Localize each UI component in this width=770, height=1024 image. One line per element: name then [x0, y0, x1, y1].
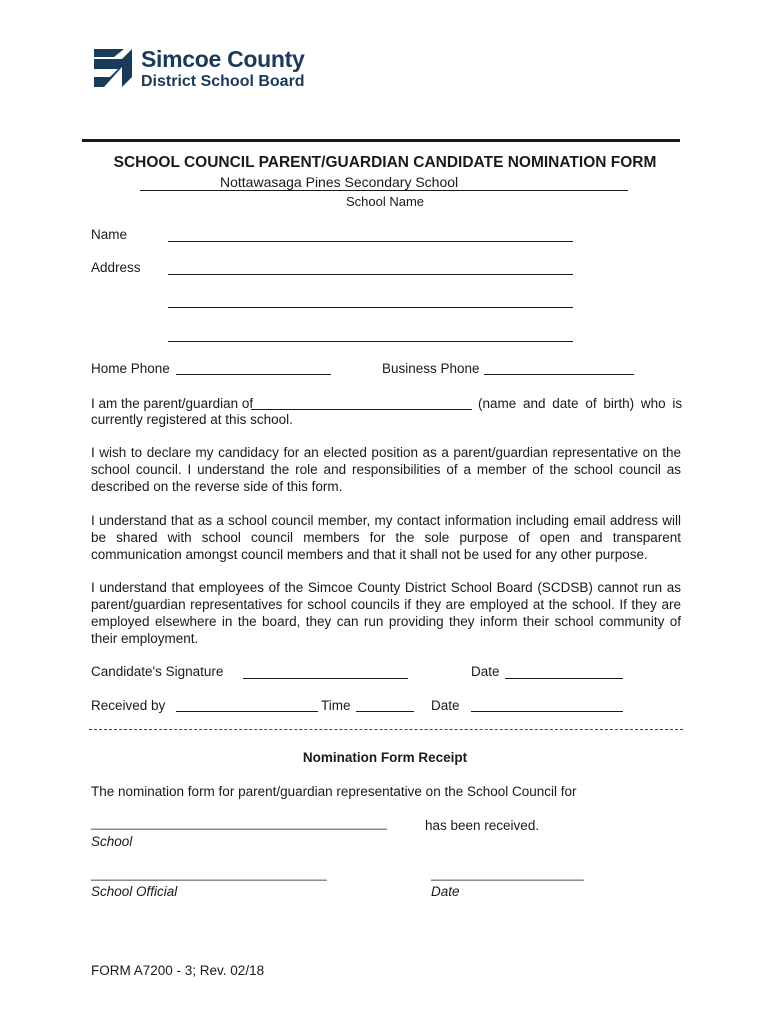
time-label: Time — [321, 698, 351, 713]
signature-field[interactable] — [243, 678, 408, 679]
date-field[interactable] — [505, 678, 623, 679]
receipt-date-blank[interactable]: _________________________ — [431, 869, 584, 881]
name-label: Name — [91, 227, 128, 242]
receipt-official-blank[interactable]: ______________________________________ — [91, 869, 327, 881]
contact-paragraph: I understand that as a school council member, my contact information including email address will be shared with school council members for the sole purpose of open and transparent communication amongst council members and that it shall not be used for any other purpose. — [91, 513, 681, 562]
school-name-line[interactable] — [140, 190, 628, 191]
header-rule — [82, 139, 680, 142]
receipt-date-caption: Date — [431, 884, 460, 899]
child-name-dob-field[interactable] — [251, 409, 472, 410]
employees-paragraph: I understand that employees of the Simcoe County District School Board (SCDSB) cannot run as parent/guardian representatives for school councils if they are employed at the school. If they are employed elsewhere in the board, they can run providing they inform their school community of their employment. — [91, 580, 681, 646]
candidacy-paragraph: I wish to declare my candidacy for an elected position as a parent/guardian representative on the school council. I understand the role and responsibilities of a member of the school council as described on the reverse side of this form. — [91, 445, 681, 494]
receipt-has-been-received: has been received. — [425, 818, 540, 833]
logo-name-line1: Simcoe County — [141, 46, 305, 72]
date-label: Date — [471, 664, 500, 679]
received-by-label: Received by — [91, 698, 166, 713]
address-field-line1[interactable] — [168, 274, 573, 275]
logo-name-line2: District School Board — [141, 73, 305, 90]
business-phone-label: Business Phone — [382, 361, 480, 376]
name-field[interactable] — [168, 241, 573, 242]
signature-label: Candidate's Signature — [91, 664, 224, 679]
form-number: FORM A7200 - 3; Rev. 02/18 — [91, 963, 265, 978]
guardian-prefix: I am the parent/guardian of — [91, 396, 254, 411]
cut-line-divider — [89, 729, 683, 730]
form-title: SCHOOL COUNCIL PARENT/GUARDIAN CANDIDATE NOMINATION FORM — [113, 154, 657, 171]
address-field-line2[interactable] — [168, 307, 573, 308]
receipt-title: Nomination Form Receipt — [302, 750, 468, 765]
receipt-school-caption: School — [91, 834, 133, 849]
received-date-field[interactable] — [471, 711, 623, 712]
receipt-official-caption: School Official — [91, 884, 178, 899]
scdsb-logo-icon — [94, 49, 132, 87]
address-field-line3[interactable] — [168, 341, 573, 342]
received-by-field[interactable] — [176, 711, 318, 712]
receipt-intro: The nomination form for parent/guardian representative on the School Council for — [91, 784, 577, 799]
home-phone-field[interactable] — [176, 374, 331, 375]
school-name-caption: School Name — [345, 194, 425, 209]
received-date-label: Date — [431, 698, 460, 713]
address-label: Address — [91, 260, 141, 275]
guardian-line2: currently registered at this school. — [91, 412, 293, 427]
home-phone-label: Home Phone — [91, 361, 170, 376]
school-name-value: Nottawasaga Pines Secondary School — [220, 174, 459, 190]
receipt-school-blank[interactable]: _______________________________________________ — [91, 818, 387, 830]
time-field[interactable] — [356, 711, 414, 712]
guardian-suffix: (name and date of birth) who is — [478, 396, 683, 411]
business-phone-field[interactable] — [484, 374, 634, 375]
